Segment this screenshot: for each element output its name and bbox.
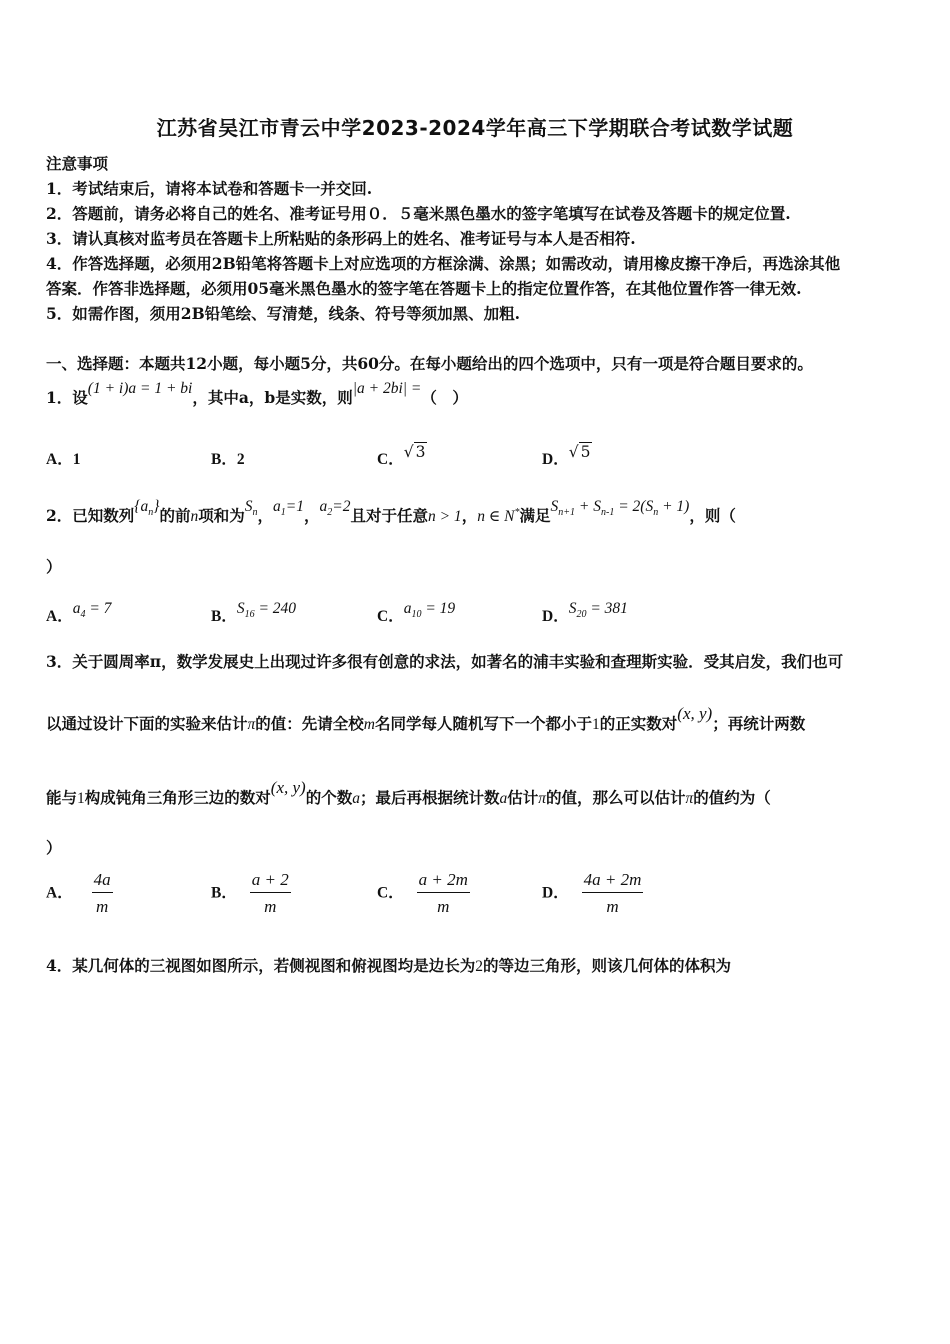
rel-sub: n-1 <box>601 507 615 519</box>
q1-option-d[interactable] <box>542 440 592 468</box>
q3-line-2 <box>46 704 806 734</box>
option-fraction <box>582 870 644 917</box>
sqrt-symbol: √ 3 <box>403 443 426 461</box>
rel-part: + 1) <box>658 498 690 515</box>
option-sub: 16 <box>244 609 255 621</box>
option-label: D． <box>542 451 569 468</box>
q1-option-a[interactable] <box>46 447 80 469</box>
option-value: = 19 <box>421 600 456 617</box>
option-fraction <box>92 870 113 917</box>
question-4 <box>46 954 731 976</box>
pair-symbol: (x, y) <box>677 704 713 723</box>
q2-cond2 <box>477 508 519 525</box>
option-label: B． <box>211 608 237 625</box>
q3-text: 的值，那么可以估计 <box>546 788 686 807</box>
q3-text: 以通过设计下面的实验来估计 <box>46 714 248 733</box>
q3-option-c[interactable] <box>377 870 470 917</box>
q2-cond1: n > 1 <box>427 508 462 525</box>
option-label: B． <box>211 884 237 902</box>
q3-text: 的值：先请全校 <box>255 714 364 733</box>
q2-text: ，则（ <box>689 506 736 525</box>
a1-value: =1 <box>285 498 304 515</box>
option-value: = 381 <box>586 600 628 617</box>
q3-text: 名同学每人随机写下一个都小于 <box>375 714 593 733</box>
option-label: C． <box>377 608 404 625</box>
seq-sub: n <box>148 507 154 519</box>
one-symbol: 1 <box>77 790 85 807</box>
q3-line-3 <box>46 778 771 808</box>
q3-option-b[interactable] <box>211 870 291 917</box>
rel-sub: n <box>653 507 659 519</box>
notice-item: 5．如需作图，须用2B铅笔绘、写清楚，线条、符号等须加黑、加粗. <box>46 304 521 323</box>
one-symbol: 1 <box>592 716 600 733</box>
notice-item: 4．作答选择题，必须用2B铅笔将答题卡上对应选项的方框涂满、涂黑；如需改动，请用橡皮擦干净后，再选涂其他 <box>46 254 841 273</box>
q1-option-b[interactable] <box>211 447 245 469</box>
q3-text: ；最后再根据统计数 <box>359 788 500 807</box>
q2-prefix: 2．已知数列 <box>46 506 135 525</box>
q2-text: 的前 <box>159 506 191 525</box>
a1-symbol: a <box>273 498 281 515</box>
page-title: 江苏省吴江市青云中学2023-2024学年高三下学期联合考试数学试题 <box>156 116 794 140</box>
option-symbol: a <box>403 600 412 617</box>
fraction-numerator: a + 2m <box>417 870 470 893</box>
cond2-text: n ∈ N <box>477 508 515 525</box>
rel-sub: n+1 <box>558 507 576 519</box>
sum-sub: n <box>252 507 258 519</box>
option-label: C． <box>377 884 404 902</box>
option-fraction <box>417 870 470 917</box>
q3-text: 的正实数对 <box>599 714 678 733</box>
q2-text: 项和为 <box>198 506 245 525</box>
option-symbol: a <box>72 600 81 617</box>
option-label: D． <box>542 608 569 625</box>
q2-a1 <box>273 498 304 519</box>
option-label: A． <box>46 451 73 468</box>
option-value: 3 <box>415 443 426 461</box>
section-heading: 一、选择题：本题共12小题，每小题5分，共60分。在每小题给出的四个选项中，只有一项是符合题目要求的。 <box>46 354 813 373</box>
sum-symbol: S <box>244 498 253 515</box>
pi-symbol: π <box>247 716 256 733</box>
a-symbol: a <box>499 790 508 807</box>
q2-close: ） <box>46 557 62 576</box>
pi-symbol: π <box>538 790 547 807</box>
option-sub: 4 <box>80 609 86 621</box>
q4-text: 4．某几何体的三视图如图所示，若侧视图和俯视图均是边长为 <box>46 956 476 975</box>
pi-symbol: π <box>685 790 694 807</box>
a2-symbol: a <box>319 498 328 515</box>
q2-option-a[interactable] <box>46 596 112 625</box>
pair-symbol: (x, y) <box>270 778 306 797</box>
q3-line-1: 3．关于圆周率π，数学发展史上出现过许多很有创意的求法，如著名的浦丰实验和查理斯实验．受其启发，我们也可 <box>46 652 844 671</box>
option-sub: 20 <box>576 609 587 621</box>
option-label: A． <box>46 884 73 902</box>
m-symbol: m <box>363 716 375 733</box>
question-1 <box>46 380 468 408</box>
q2-option-d[interactable] <box>542 596 628 625</box>
fraction-denominator: m <box>437 897 450 916</box>
q4-number: 2 <box>475 958 484 975</box>
q3-text: 能与 <box>46 788 78 807</box>
notice-item: 2．答题前，请务必将自己的姓名、准考证号用０．５毫米黑色墨水的签字笔填写在试卷及答题卡的规定位置. <box>46 204 791 223</box>
option-sub: 10 <box>411 609 422 621</box>
q2-option-b[interactable] <box>211 596 297 625</box>
q1-suffix: （ ） <box>421 388 468 407</box>
option-fraction <box>250 870 291 917</box>
option-value: 2 <box>236 451 245 468</box>
q2-text: 且对于任意 <box>350 506 428 525</box>
q3-text: 构成钝角三角形三边的数对 <box>84 788 271 807</box>
question-2: 2．已知数列$\{a_n\}$的前n项和为$S_n$，$a_1=1$，$a_2=2$且对于任意n > 1，n ∈ N*满足$S_{n+1} + S_{n-1} = 2(S_n + 1)$，则（ <box>46 498 736 525</box>
notice-item: 1．考试结束后，请将本试卷和答题卡一并交回. <box>46 179 373 198</box>
seq-symbol: a <box>140 498 149 515</box>
fraction-denominator: m <box>606 897 619 916</box>
option-label: C． <box>377 451 404 468</box>
q3-option-a[interactable] <box>46 870 113 917</box>
rel-part: = 2(S <box>614 498 654 515</box>
fraction-numerator: 4a <box>92 870 113 893</box>
q2-relation <box>550 498 690 519</box>
q1-expr1: (1 + i)a = 1 + bi <box>87 380 193 397</box>
q3-text: ；再统计两数 <box>712 714 806 733</box>
option-value: 1 <box>72 451 81 468</box>
q1-prefix: 1．设 <box>46 388 88 407</box>
q1-mid: ，其中a，b是实数，则 <box>192 388 353 407</box>
q3-text: 的个数 <box>305 788 353 807</box>
notice-item: 3．请认真核对监考员在答题卡上所粘贴的条形码上的姓名、准考证号与本人是否相符. <box>46 229 636 248</box>
q4-text: 的等边三角形，则该几何体的体积为 <box>483 956 732 975</box>
q2-option-c[interactable] <box>377 596 456 625</box>
a1-sub: 1 <box>280 507 286 519</box>
option-label: A． <box>46 608 73 625</box>
fraction-numerator: 4a + 2m <box>582 870 644 893</box>
q2-seq: $\{a_n\}$ <box>134 498 160 519</box>
a2-sub: 2 <box>327 507 333 519</box>
q3-option-d[interactable] <box>542 870 643 917</box>
q1-option-c[interactable] <box>377 440 427 468</box>
q1-expr2: |a + 2bi| = <box>352 380 422 397</box>
q3-text: 估计 <box>507 788 539 807</box>
cond2-sup: * <box>514 506 520 518</box>
q2-sn <box>244 498 258 519</box>
q2-text: 满足 <box>519 506 551 525</box>
notice-heading: 注意事项 <box>46 154 109 173</box>
fraction-denominator: m <box>96 897 109 916</box>
fraction-denominator: m <box>264 897 277 916</box>
fraction-numerator: a + 2 <box>250 870 291 893</box>
option-value: = 240 <box>254 600 297 617</box>
option-symbol: S <box>568 600 577 617</box>
option-symbol: S <box>236 600 245 617</box>
a-symbol: a <box>352 790 360 807</box>
option-value: 5 <box>580 443 591 461</box>
q3-close: ） <box>46 838 62 857</box>
option-label: D． <box>542 884 569 902</box>
rel-part: + S <box>575 498 601 515</box>
option-label: B． <box>211 451 237 468</box>
a2-value: =2 <box>332 498 351 515</box>
option-value: = 7 <box>85 600 112 617</box>
sqrt-symbol: √ 5 <box>568 443 591 461</box>
q2-a2 <box>319 498 351 519</box>
q3-text: 的值约为（ <box>693 788 771 807</box>
notice-item: 答案．作答非选择题，必须用05毫米黑色墨水的签字笔在答题卡上的指定位置作答，在其他位置作答一律无效. <box>46 279 802 298</box>
q2-n: n <box>190 508 199 525</box>
rel-part: S <box>550 498 559 515</box>
